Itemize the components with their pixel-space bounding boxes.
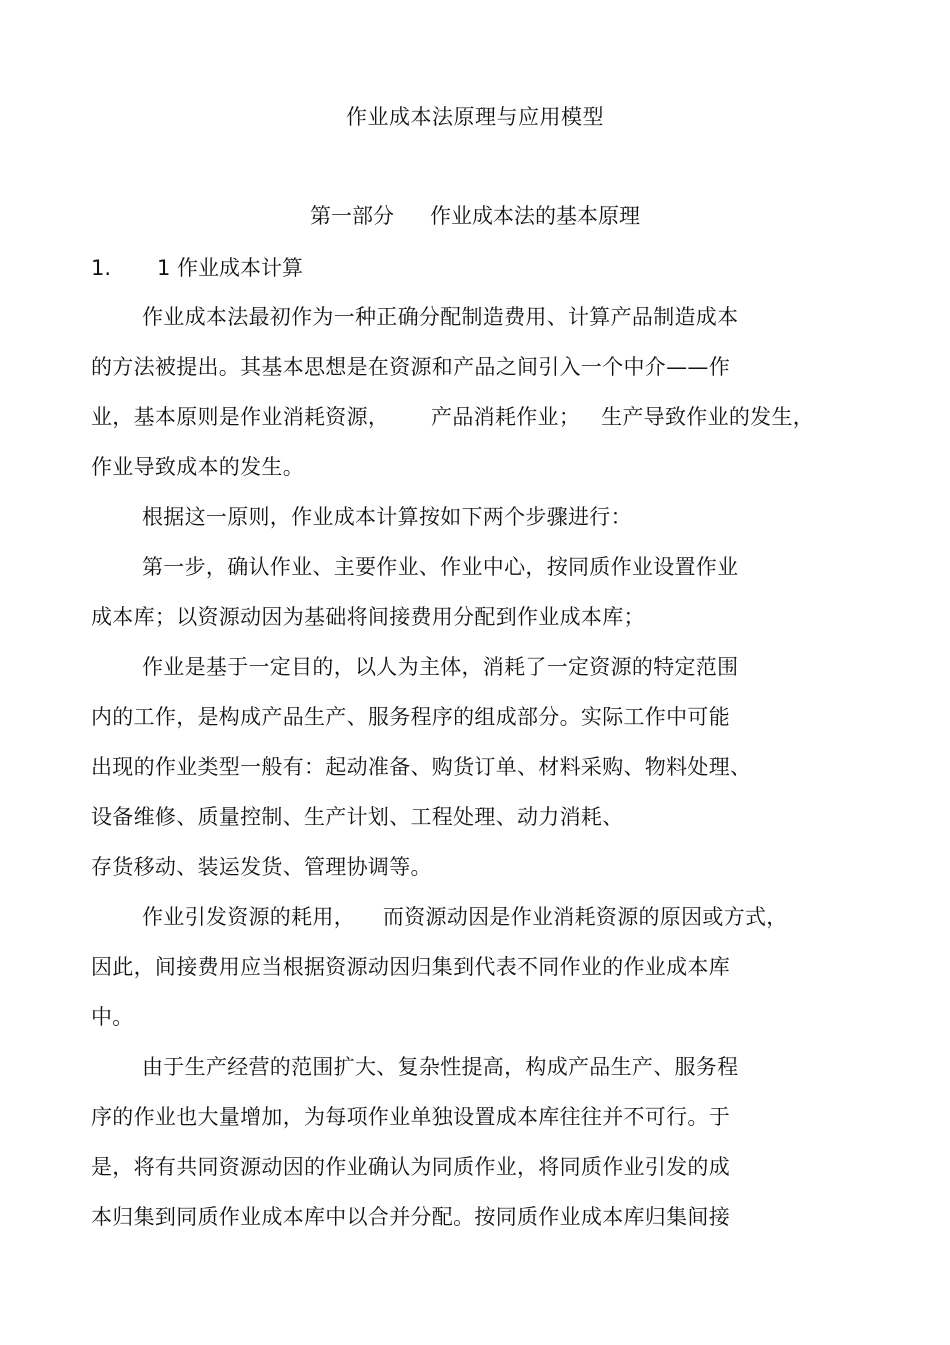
paragraph-line: 存货移动、装运发货、管理协调等。 [91,855,432,879]
paragraph-line: 业，基本原则是作业消耗资源， 产品消耗作业； 生产导致作业的发生， [91,405,815,429]
section-title: 1 作业成本计算 [157,256,304,280]
paragraph-line: 因此，间接费用应当根据资源动因归集到代表不同作业的作业成本库 [91,955,730,979]
part-name: 作业成本法的基本原理 [430,204,640,228]
paragraph-line: 的方法被提出。其基本思想是在资源和产品之间引入一个中介——作 [91,355,730,379]
section-number: 1. [91,256,112,280]
paragraph-line: 由于生产经营的范围扩大、复杂性提高，构成产品生产、服务程 [142,1055,739,1079]
paragraph-line: 内的工作，是构成产品生产、服务程序的组成部分。实际工作中可能 [91,705,730,729]
paragraph-line: 作业是基于一定目的，以人为主体，消耗了一定资源的特定范围 [142,655,739,679]
paragraph-line: 成本库；以资源动因为基础将间接费用分配到作业成本库； [91,605,645,629]
paragraph-line: 作业引发资源的耗用， 而资源动因是作业消耗资源的原因或方式， [142,905,788,929]
part-label: 第一部分 [310,204,394,228]
paragraph-line: 是，将有共同资源动因的作业确认为同质作业，将同质作业引发的成 [91,1155,730,1179]
document-title: 作业成本法原理与应用模型 [346,105,604,129]
paragraph-line: 设备维修、质量控制、生产计划、工程处理、动力消耗、 [91,805,624,829]
part-heading [0,199,950,233]
paragraph-line: 第一步，确认作业、主要作业、作业中心，按同质作业设置作业 [142,555,739,579]
paragraph-line: 作业导致成本的发生。 [91,455,304,479]
paragraph-line: 序的作业也大量增加，为每项作业单独设置成本库往往并不可行。于 [91,1105,730,1129]
paragraph-line: 本归集到同质作业成本库中以合并分配。按同质作业成本库归集间接 [91,1205,730,1229]
section-heading [91,251,303,285]
paragraph-line: 根据这一原则，作业成本计算按如下两个步骤进行： [142,505,632,529]
paragraph-line: 出现的作业类型一般有：起动准备、购货订单、材料采购、物料处理、 [91,755,752,779]
paragraph-line: 中。 [91,1005,134,1029]
paragraph-line: 作业成本法最初作为一种正确分配制造费用、计算产品制造成本 [142,305,739,329]
